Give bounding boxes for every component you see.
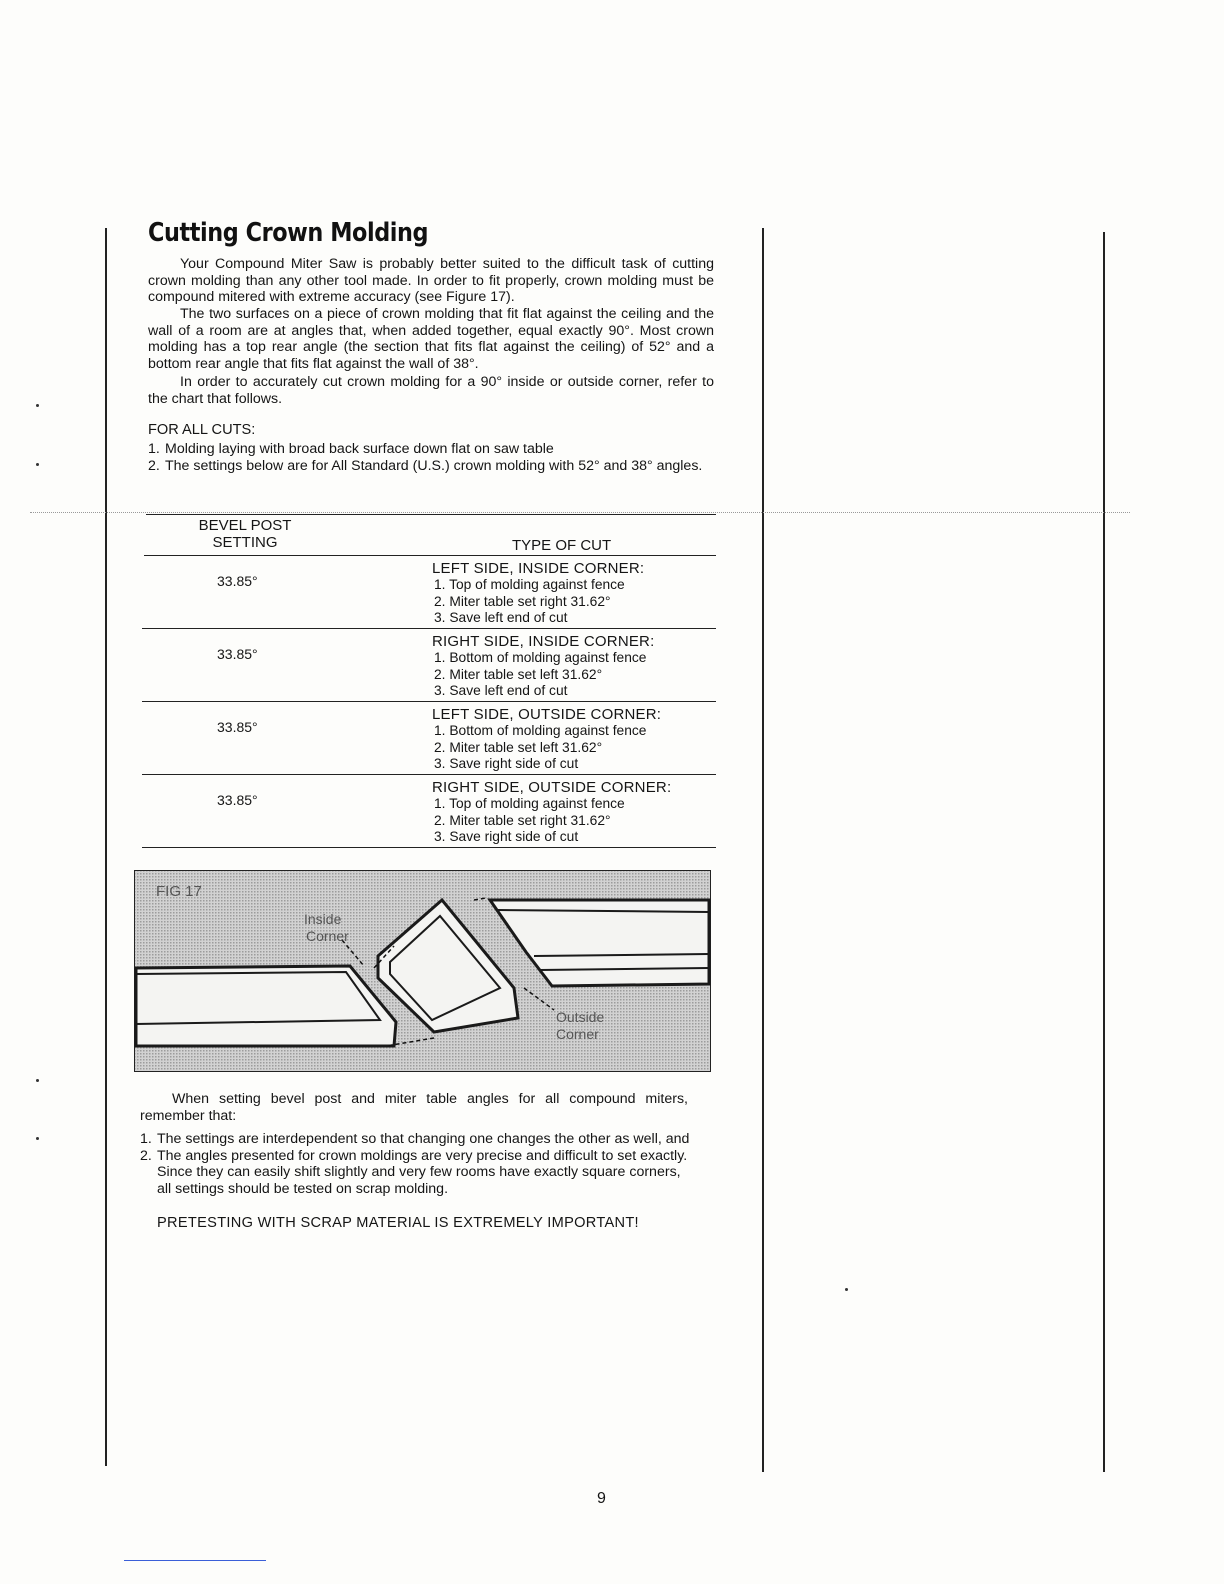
bevel-setting: 33.85° (217, 573, 258, 589)
pretest-warning: PRETESTING WITH SCRAP MATERIAL IS EXTREMELY IMPORTANT! (157, 1215, 639, 1231)
bevel-setting: 33.85° (217, 792, 258, 808)
cut-description (432, 560, 644, 627)
cut-description (432, 779, 671, 846)
scan-speck (36, 463, 39, 466)
list-item (140, 1148, 690, 1198)
cut-step: 1. Top of molding against fence (434, 796, 625, 811)
outside-corner-label: Corner (556, 1026, 599, 1042)
compound-note-intro: When setting bevel post and miter table angles for all compound miters, remember that: (140, 1091, 688, 1124)
cut-step: 3. Save left end of cut (434, 610, 568, 626)
cut-step: 3. Save right side of cut (434, 756, 579, 772)
outside-corner-label: Outside (556, 1009, 605, 1025)
cut-step: 3. Save right side of cut (434, 829, 579, 845)
table-header (144, 515, 716, 556)
table-row (142, 629, 716, 702)
cut-step: 2. Miter table set left 31.62° (434, 666, 603, 682)
table-row (142, 702, 716, 775)
page-number: 9 (597, 1490, 606, 1507)
figure-17-illustration (134, 870, 711, 1072)
table-row (142, 775, 716, 848)
page-title: Cutting Crown Molding (148, 218, 429, 248)
list-text: The settings are interdependent so that changing one changes the other as well, and (157, 1131, 690, 1147)
for-all-cuts-list (148, 441, 714, 474)
cut-step: 1. Bottom of molding against fence (434, 723, 647, 738)
scan-speck (36, 404, 39, 407)
right-margin-rule (1103, 232, 1105, 1472)
bevel-setting: 33.85° (217, 646, 258, 662)
compound-note-list (140, 1131, 690, 1197)
cut-step: 1. Bottom of molding against fence (434, 650, 647, 665)
cut-description (432, 706, 661, 773)
scan-fold-line (30, 512, 1130, 513)
scan-speck (36, 1079, 39, 1082)
list-item (148, 441, 714, 458)
figure-label: FIG 17 (156, 883, 202, 900)
cut-title: RIGHT SIDE, OUTSIDE CORNER: (432, 779, 672, 796)
list-item (148, 458, 714, 475)
list-number: 1. (148, 441, 160, 457)
intro-paragraph: Your Compound Miter Saw is probably better suited to the difficult task of cutting crown molding than any other tool made. In order to fit properly, crown molding must be compound mitered with extreme accuracy (see Figure 17). (148, 256, 714, 306)
bevel-setting: 33.85° (217, 719, 258, 735)
scan-speck (36, 1137, 39, 1140)
list-item (140, 1131, 690, 1148)
left-molding-piece (136, 966, 396, 1046)
bottom-link-underline (124, 1560, 266, 1561)
cut-steps (432, 796, 671, 846)
crown-cut-chart (142, 514, 716, 848)
list-text: Molding laying with broad back surface down flat on saw table (165, 441, 554, 457)
for-all-cuts-heading: FOR ALL CUTS: (148, 422, 256, 438)
intro-paragraph: In order to accurately cut crown molding for a 90° inside or outside corner, refer to the chart that follows. (148, 374, 714, 407)
cut-step: 2. Miter table set right 31.62° (434, 812, 611, 828)
cut-steps (432, 650, 654, 700)
inside-corner-label: Corner (306, 928, 349, 944)
cut-steps (432, 723, 661, 773)
cut-step: 2. Miter table set right 31.62° (434, 593, 611, 609)
column-header-type: TYPE OF CUT (512, 537, 612, 554)
table-row (142, 556, 716, 629)
cut-title: LEFT SIDE, OUTSIDE CORNER: (432, 706, 662, 723)
cut-title: RIGHT SIDE, INSIDE CORNER: (432, 633, 655, 650)
cut-step: 3. Save left end of cut (434, 683, 568, 699)
inside-corner-label: Inside (304, 911, 342, 927)
column-header-bevel: BEVEL POST SETTING (198, 517, 292, 551)
intro-paragraph: The two surfaces on a piece of crown molding that fit flat against the ceiling and the wall of a room are at angles that, when added together, equal exactly 90°. Most crown molding has a top rear angle (the section that fits flat against the ceiling) of 52° and a bottom rear angle that fits flat against the wall of 38°. (148, 306, 714, 372)
cut-title: LEFT SIDE, INSIDE CORNER: (432, 560, 645, 577)
list-number: 1. (140, 1131, 152, 1147)
cut-steps (432, 577, 644, 627)
list-text: The settings below are for All Standard (U.S.) crown molding with 52° and 38° angles. (165, 457, 703, 474)
list-number: 2. (148, 457, 160, 474)
list-number: 2. (140, 1147, 152, 1164)
cut-description (432, 633, 654, 700)
scan-speck (845, 1288, 848, 1291)
center-rule (762, 228, 764, 1472)
cut-step: 2. Miter table set left 31.62° (434, 739, 603, 755)
left-margin-rule (105, 228, 107, 1466)
cut-step: 1. Top of molding against fence (434, 577, 625, 592)
list-text: The angles presented for crown moldings are very precise and difficult to set exactly. Since they can easily shift slightly and very few rooms have exactly square corners, all settings should be tested on scrap molding. (157, 1147, 688, 1197)
